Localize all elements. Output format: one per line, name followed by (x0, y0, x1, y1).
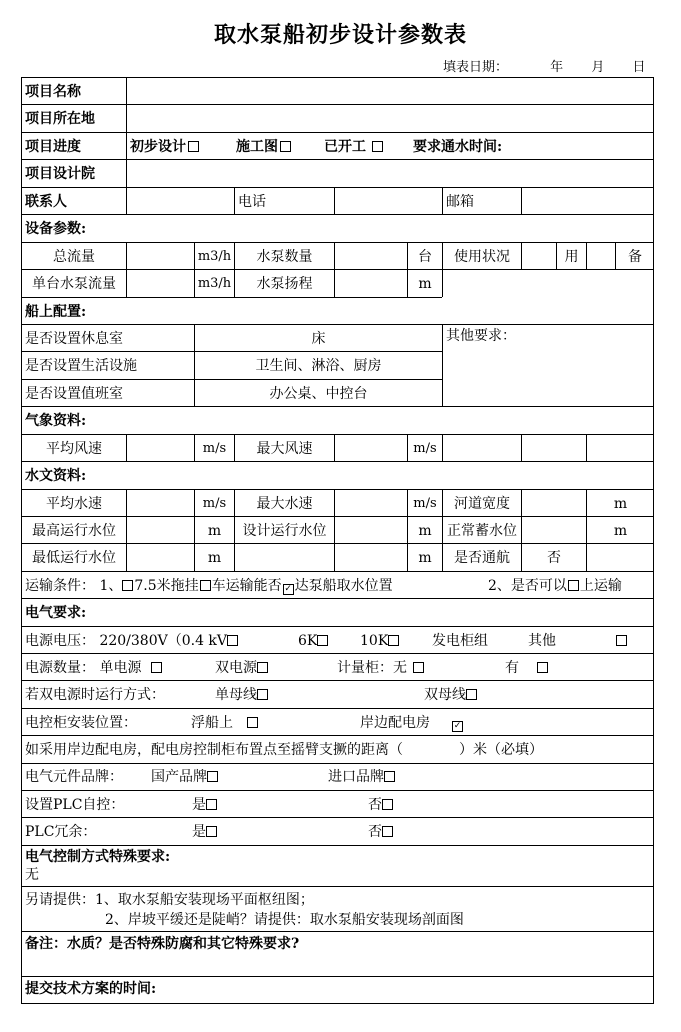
col-line (586, 242, 587, 269)
col-line (234, 187, 235, 214)
voltage-10k-label: 10K (360, 633, 389, 649)
max-level-label: 最高运行水位 (32, 523, 116, 539)
row-line (21, 680, 654, 681)
shore-distance-label: 如采用岸边配电房，配电房控制柜布置点至摇臂支撅的距离（ (25, 742, 403, 758)
hydrology-heading: 水文资料: (25, 468, 87, 484)
transport-text: 上运输 (579, 578, 622, 594)
plc-yes-checkbox[interactable] (206, 799, 217, 810)
plc-no-option[interactable] (368, 796, 393, 814)
unit-m3h: m3/h (197, 276, 232, 291)
row-line (21, 571, 654, 572)
fill-date-label: 填表日期： (443, 60, 509, 75)
avg-wind-label: 平均风速 (46, 441, 102, 457)
unit-m: m (418, 523, 432, 539)
meter-have-checkbox[interactable] (537, 662, 548, 673)
row-line (21, 976, 654, 977)
on-ship-option[interactable] (191, 714, 258, 732)
contact-label: 联系人 (25, 194, 67, 210)
row-line (21, 324, 654, 325)
max-flow-label: 最大水速 (256, 496, 313, 512)
col-line (334, 242, 335, 297)
domestic-brand-option[interactable] (151, 768, 218, 786)
redundancy-no-label: 否 (368, 824, 382, 840)
dual-mode-label: 若双电源时运行方式： (25, 687, 165, 703)
project-name-label: 项目名称 (25, 84, 81, 100)
row-line (21, 379, 442, 380)
row-line (21, 242, 654, 243)
unit-m: m (207, 550, 222, 566)
ship-config-heading: 船上配置: (25, 304, 87, 320)
row-line (21, 886, 654, 887)
started-option[interactable] (324, 138, 383, 156)
normal-level-label: 正常蓄水位 (447, 523, 517, 539)
col-line (586, 434, 587, 461)
navigable-label: 是否通航 (454, 550, 510, 566)
row-line (21, 104, 654, 105)
water-time-label: 要求通水时间: (413, 139, 503, 155)
single-source-label: 电源数量： 单电源 (25, 660, 142, 676)
brand-label: 电气元件品牌： (25, 769, 123, 785)
cabinet-location-label: 电控柜安装位置： (25, 715, 137, 731)
lounge-label: 是否设置休息室 (25, 331, 123, 347)
day-label: 日 (632, 60, 646, 75)
row-line (21, 489, 654, 490)
dual-source-label: 双电源 (215, 660, 257, 676)
redundancy-no-option[interactable] (368, 823, 393, 841)
generator-label: 发电柜组 (432, 633, 488, 649)
dual-source-checkbox[interactable] (257, 662, 268, 673)
remarks: 备注：水质？是否特殊防腐和其它特殊要求? (25, 936, 300, 952)
unit-ms: m/s (202, 441, 227, 456)
row-line (21, 297, 654, 298)
meter-have-label: 有 (505, 660, 519, 676)
meter-none-option[interactable] (337, 659, 424, 677)
shore-room-checkbox[interactable]: ✓ (453, 721, 462, 731)
voltage-other-label: 其他 (528, 633, 556, 649)
min-level-label: 最低运行水位 (32, 550, 116, 566)
plc-no-checkbox[interactable] (382, 799, 393, 810)
phone-label: 电话 (238, 194, 266, 210)
domestic-brand-checkbox[interactable] (207, 771, 218, 782)
col-line (442, 434, 443, 461)
transport-conditions-2 (488, 577, 622, 595)
voltage-6k-checkbox[interactable] (317, 635, 328, 646)
plc-no-label: 否 (368, 797, 382, 813)
imported-brand-checkbox[interactable] (384, 771, 395, 782)
shore-room-label: 岸边配电房 (360, 715, 430, 731)
row-line (21, 708, 654, 709)
fill-date-row (443, 56, 645, 75)
single-bus-option[interactable] (215, 686, 268, 704)
row-line (21, 598, 654, 599)
col-line (334, 434, 335, 461)
shore-distance-row (25, 741, 543, 759)
row-line (21, 406, 654, 407)
row-line (21, 763, 654, 764)
row-line (21, 931, 654, 932)
construction-label: 施工图 (236, 139, 278, 155)
transport-checkbox-3[interactable]: ✓ (284, 584, 292, 594)
generator-option[interactable] (432, 632, 488, 650)
pump-count-label: 水泵数量 (256, 249, 313, 265)
page-title: 取水泵船初步设计参数表 (213, 22, 467, 48)
row-line (21, 845, 654, 846)
col-line (442, 324, 443, 406)
single-bus-checkbox[interactable] (257, 689, 268, 700)
redundancy-yes-option[interactable] (192, 823, 217, 841)
row-line (21, 516, 654, 517)
construction-checkbox[interactable] (280, 141, 291, 152)
transport-checkbox-4[interactable] (568, 580, 579, 591)
row-line (21, 434, 654, 435)
col-line (521, 434, 522, 461)
in-use-label: 用 (564, 249, 579, 265)
double-bus-label: 双母线 (424, 687, 466, 703)
unit-m: m (613, 496, 628, 512)
unit-tai: 台 (418, 249, 432, 265)
email-label: 邮箱 (446, 194, 474, 210)
col-line (126, 489, 127, 571)
transport-text: 2、是否可以 (488, 578, 567, 594)
voltage-row (25, 632, 238, 650)
plc-yes-label: 是 (192, 797, 206, 813)
redundancy-no-checkbox[interactable] (382, 826, 393, 837)
col-line (126, 77, 127, 214)
unit-m3h: m3/h (197, 249, 232, 264)
navigable-value: 否 (547, 550, 561, 566)
shore-room-option[interactable] (360, 714, 463, 732)
transport-checkbox-2[interactable] (200, 580, 211, 591)
double-bus-option[interactable] (424, 686, 477, 704)
started-checkbox[interactable] (372, 141, 383, 152)
transport-text: 运输条件： 1、 (25, 578, 123, 594)
weather-heading: 气象资料: (25, 413, 87, 429)
project-location-label: 项目所在地 (25, 111, 95, 127)
redundancy-yes-label: 是 (192, 824, 206, 840)
shore-distance-unit: ）米（必填） (459, 742, 543, 758)
preliminary-option[interactable] (130, 138, 199, 156)
row-line (21, 653, 654, 654)
unit-m: m (207, 523, 222, 539)
standby-label: 备 (628, 249, 642, 265)
voltage-other-checkbox[interactable] (616, 635, 627, 646)
plc-redundancy-label: PLC冗余： (25, 824, 97, 840)
voltage-10k-checkbox[interactable] (388, 635, 399, 646)
col-line (334, 187, 335, 214)
plc-yes-option[interactable] (192, 796, 217, 814)
row-line (21, 214, 654, 215)
plc-label: 设置PLC自控： (25, 797, 125, 813)
meter-have-option[interactable] (505, 659, 548, 677)
started-label: 已开工 (324, 139, 366, 155)
transport-text: 车运输能否 (211, 578, 282, 594)
special-control-value: 无 (25, 867, 39, 883)
row-line (21, 626, 654, 627)
row-line (21, 790, 654, 791)
row-line (21, 132, 654, 133)
unit-m: m (613, 523, 628, 539)
transport-checkbox-1[interactable] (122, 580, 133, 591)
row-line (21, 269, 654, 270)
voltage-other-option[interactable] (528, 632, 627, 650)
voltage-6k-label: 6K (298, 633, 318, 649)
unit-m: m (418, 550, 432, 566)
voltage-04kv-checkbox[interactable] (227, 635, 238, 646)
avg-flow-label: 平均水速 (46, 496, 102, 512)
project-progress-label: 项目进度 (25, 139, 81, 155)
total-flow-label: 总流量 (53, 249, 95, 265)
transport-text: 达泵船取水位置 (294, 578, 393, 594)
domestic-brand-label: 国产品牌 (151, 769, 207, 785)
dual-source-option[interactable] (215, 659, 268, 677)
equipment-heading: 设备参数: (25, 221, 87, 237)
max-wind-label: 最大风速 (256, 441, 313, 457)
row-line (21, 543, 654, 544)
voltage-6k-option[interactable] (298, 632, 328, 650)
design-institute-label: 项目设计院 (25, 166, 95, 182)
pump-head-label: 水泵扬程 (256, 276, 313, 292)
duty-items: 办公桌、中控台 (269, 386, 368, 402)
duty-room-label: 是否设置值班室 (25, 386, 123, 402)
other-requirements-label: 其他要求： (446, 328, 516, 344)
single-pump-flow-label: 单台水泵流量 (32, 276, 116, 292)
row-line (21, 817, 654, 818)
row-line (21, 351, 442, 352)
voltage-10k-option[interactable] (360, 632, 399, 650)
single-source-checkbox[interactable] (151, 662, 162, 673)
unit-ms: m/s (413, 441, 437, 456)
col-line (126, 242, 127, 297)
bed-item: 床 (311, 331, 326, 347)
construction-option[interactable] (236, 138, 291, 156)
transport-conditions (25, 577, 393, 595)
meter-none-label: 计量柜：无 (337, 660, 407, 676)
voltage-label: 电源电压： 220/380V（0.4 kV (25, 633, 228, 649)
row-line (21, 187, 654, 188)
col-line (521, 242, 522, 269)
row-line (21, 159, 654, 160)
usage-label: 使用状况 (454, 249, 510, 265)
transport-text: 7.5米拖挂 (134, 578, 199, 594)
year-label: 年 (550, 60, 564, 75)
redundancy-yes-checkbox[interactable] (206, 826, 217, 837)
extra-line-1: 另请提供：1、取水泵船安装现场平面枢纽图； (25, 892, 314, 908)
electrical-heading: 电气要求: (25, 605, 87, 621)
submit-time-label: 提交技术方案的时间: (25, 981, 157, 997)
unit-ms: m/s (202, 496, 227, 511)
preliminary-checkbox[interactable] (188, 141, 199, 152)
unit-m: m (418, 276, 432, 292)
on-ship-checkbox[interactable] (247, 717, 258, 728)
extra-line-2: 2、岸坡平缓还是陡峭？请提供：取水泵船安装现场剖面图 (105, 912, 464, 928)
source-count-row (25, 659, 162, 677)
imported-brand-label: 进口品牌 (328, 769, 384, 785)
col-line (442, 187, 443, 214)
on-ship-label: 浮船上 (191, 715, 233, 731)
living-facilities-label: 是否设置生活设施 (25, 358, 137, 374)
living-items: 卫生间、淋浴、厨房 (255, 358, 382, 374)
special-control-heading: 电气控制方式特殊要求: (25, 849, 171, 865)
month-label: 月 (591, 60, 605, 75)
double-bus-checkbox[interactable] (466, 689, 477, 700)
preliminary-label: 初步设计 (130, 139, 186, 155)
imported-brand-option[interactable] (328, 768, 395, 786)
unit-ms: m/s (413, 496, 437, 511)
design-level-label: 设计运行水位 (242, 523, 327, 539)
col-line (126, 434, 127, 461)
row-line (21, 735, 654, 736)
row-line (21, 461, 654, 462)
col-line (521, 187, 522, 214)
single-bus-label: 单母线 (215, 687, 257, 703)
meter-none-checkbox[interactable] (413, 662, 424, 673)
river-width-label: 河道宽度 (454, 496, 510, 512)
col-line (334, 489, 335, 571)
